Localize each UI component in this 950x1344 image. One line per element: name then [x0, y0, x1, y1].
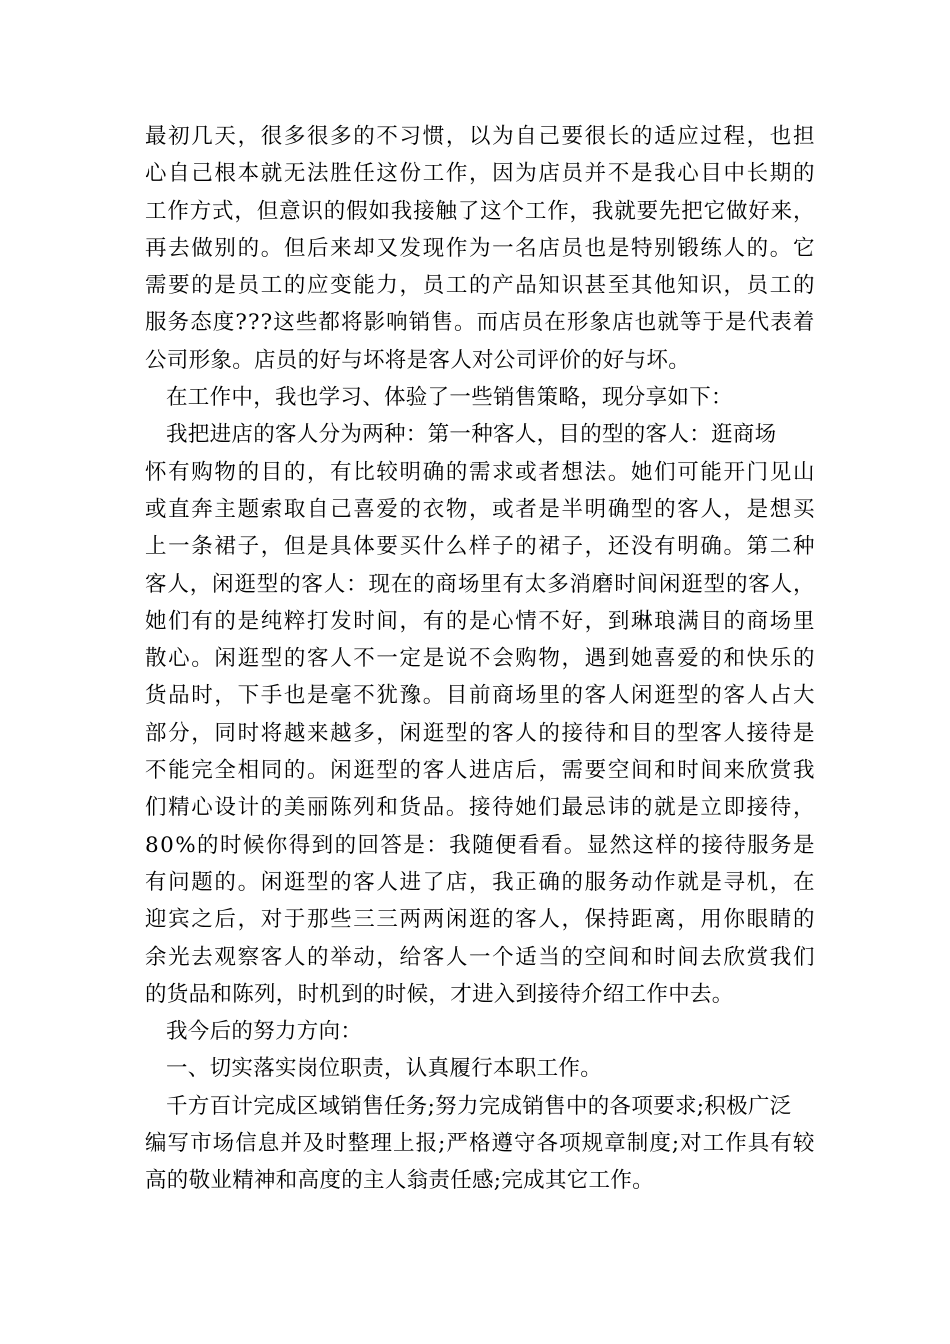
text-line: 有 问 题 的 。 闲 逛 型 的 客 人 进 了 店 ， 我 正 确 的 服 务 动 作 就 是 寻 机 ， 在 [145, 869, 815, 895]
text-line: 或 直 奔 主 题 索 取 自 己 喜 爱 的 衣 物 ， 或 者 是 半 明 确 型 的 客 人 ， 是 想 买 [145, 496, 815, 522]
text-line: 迎 宾 之 后 ， 对 于 那 些 三 三 两 两 闲 逛 的 客 人 ， 保 持 距 离 ， 用 你 眼 睛 的 [145, 907, 815, 933]
text-line: 怀 有 购 物 的 目 的 ， 有 比 较 明 确 的 需 求 或 者 想 法 。 她 们 可 能 开 门 见 山 [145, 459, 815, 485]
section-item: 一、切实落实岗位职责，认真履行本职工作。 [166, 1056, 603, 1082]
text-line: 服 务 态 度 ? ? ? 这 些 都 将 影 响 销 售 。 而 店 员 在 形 象 店 也 就 等 于 是 代 表 着 [145, 310, 815, 336]
text-line: 的货品和陈列，时机到的时候，才进入到接待介绍工作中去。 [145, 981, 734, 1007]
text-line: 公司形象。店员的好与坏将是客人对公司评价的好与坏。 [145, 347, 691, 373]
paragraph-line: 我把进店的客人分为两种：第一种客人，目的型的客人：逛商场 [166, 422, 777, 448]
document-body [145, 118, 815, 1200]
text-line: 货 品 时 ， 下 手 也 是 毫 不 犹 豫 。 目 前 商 场 里 的 客 人 闲 逛 型 的 客 人 占 大 [145, 683, 815, 709]
text-line: 心 自 己 根 本 就 无 法 胜 任 这 份 工 作 ， 因 为 店 员 并 不 是 我 心 目 中 长 期 的 [145, 161, 815, 187]
text-line: 再 去 做 别 的 。 但 后 来 却 又 发 现 作 为 一 名 店 员 也 是 特 别 锻 练 人 的 。 它 [145, 235, 815, 261]
text-line: 最 初 几 天 ， 很 多 很 多 的 不 习 惯 ， 以 为 自 己 要 很 长 的 适 应 过 程 ， 也 担 [145, 124, 815, 149]
text-line: 需 要 的 是 员 工 的 应 变 能 力 ， 员 工 的 产 品 知 识 甚 至 其 他 知 识 ， 员 工 的 [145, 273, 815, 299]
paragraph-line: 千方百计完成区域销售任务;努力完成销售中的各项要求;积极广泛 [166, 1093, 792, 1119]
text-line: 不 能 完 全 相 同 的 。 闲 逛 型 的 客 人 进 店 后 ， 需 要 空 间 和 时 间 来 欣 赏 我 [145, 758, 815, 784]
text-line: 工 作 方 式 ， 但 意 识 的 假 如 我 接 触 了 这 个 工 作 ， 我 就 要 先 把 它 做 好 来 ， [145, 198, 815, 224]
text-line: 客 人 ， 闲 逛 型 的 客 人 ： 现 在 的 商 场 里 有 太 多 消 磨 时 间 闲 逛 型 的 客 人 ， [145, 571, 815, 597]
text-line: 高的敬业精神和高度的主人翁责任感;完成其它工作。 [145, 1168, 654, 1194]
text-line: 编 写 市 场 信 息 并 及 时 整 理 上 报 ; 严 格 遵 守 各 项 规 章 制 度 ; 对 工 作 具 有 较 [145, 1131, 815, 1157]
section-heading: 我今后的努力方向： [166, 1019, 363, 1045]
text-line: 散 心 。 闲 逛 型 的 客 人 不 一 定 是 说 不 会 购 物 ， 遇 到 她 喜 爱 的 和 快 乐 的 [145, 646, 815, 672]
text-line: 余 光 去 观 察 客 人 的 举 动 ， 给 客 人 一 个 适 当 的 空 间 和 时 间 去 欣 赏 我 们 [145, 944, 815, 970]
paragraph-line: 在工作中，我也学习、体验了一些销售策略，现分享如下： [166, 385, 733, 411]
text-line: 8 0 % 的 时 候 你 得 到 的 回 答 是 ： 我 随 便 看 看 。 显 然 这 样 的 接 待 服 务 是 [145, 832, 815, 858]
text-line: 们 精 心 设 计 的 美 丽 陈 列 和 货 品 。 接 待 她 们 最 忌 讳 的 就 是 立 即 接 待 ， [145, 795, 815, 821]
text-line: 她 们 有 的 是 纯 粹 打 发 时 间 ， 有 的 是 心 情 不 好 ， 到 琳 琅 满 目 的 商 场 里 [145, 608, 815, 634]
text-line: 部 分 ， 同 时 将 越 来 越 多 ， 闲 逛 型 的 客 人 的 接 待 和 目 的 型 客 人 接 待 是 [145, 720, 815, 746]
text-line: 上 一 条 裙 子 ， 但 是 具 体 要 买 什 么 样 子 的 裙 子 ， 还 没 有 明 确 。 第 二 种 [145, 534, 815, 560]
